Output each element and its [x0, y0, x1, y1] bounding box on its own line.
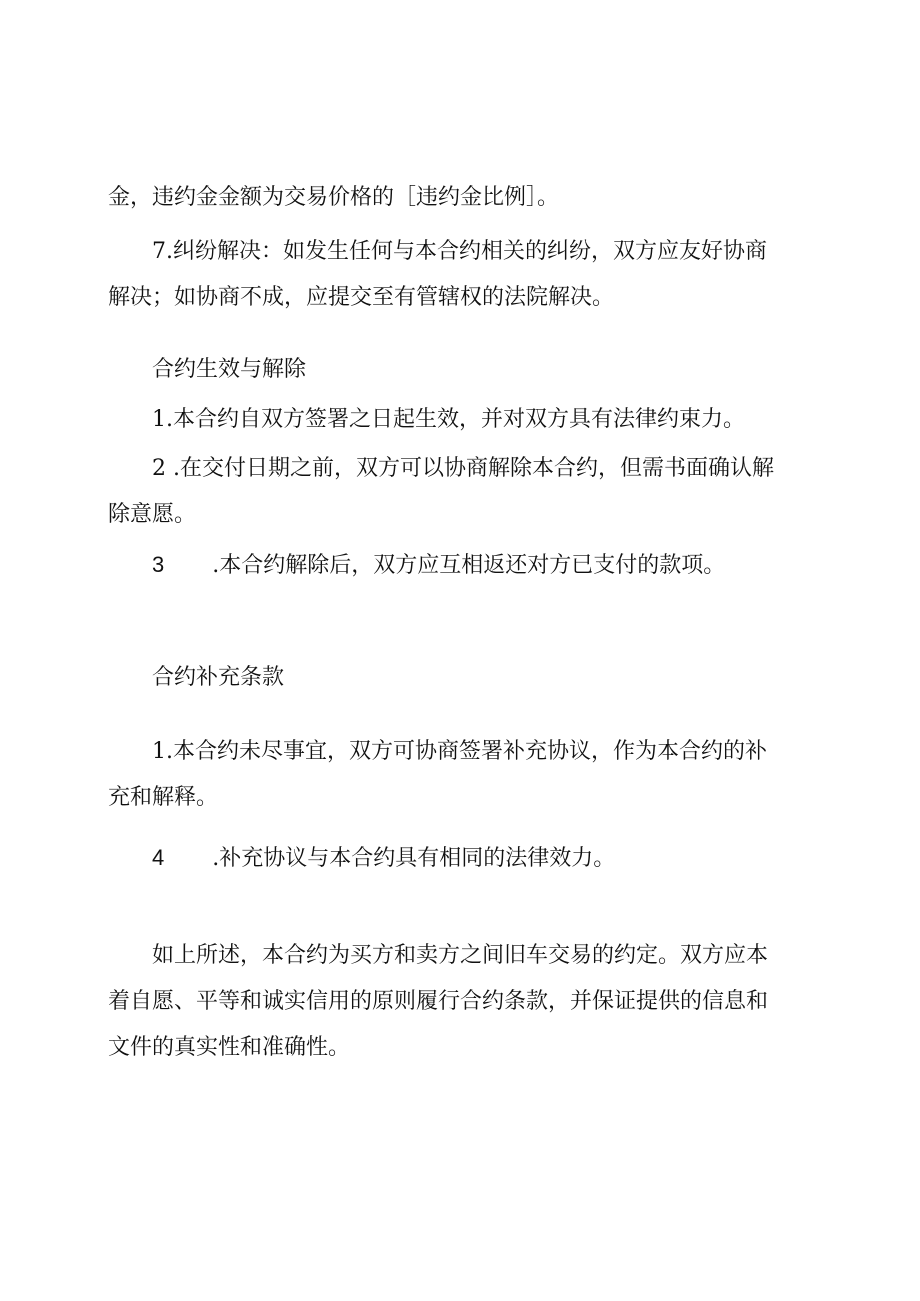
paragraph-line: 7.纠纷解决：如发生任何与本合约相关的纠纷，双方应友好协商	[152, 239, 767, 264]
paragraph-line: 1.本合约未尽事宜，双方可协商签署补充协议，作为本合约的补	[152, 739, 767, 764]
paragraph-line: 着自愿、平等和诚实信用的原则履行合约条款，并保证提供的信息和	[108, 989, 769, 1014]
item-number: 4	[152, 845, 165, 870]
paragraph-line: 文件的真实性和准确性。	[108, 1035, 351, 1060]
paragraph-line: 除意愿。	[108, 502, 197, 527]
paragraph-line: 1.本合约自双方签署之日起生效，并对双方具有法律约束力。	[152, 407, 745, 432]
paragraph-line: 金，违约金金额为交易价格的［违约金比例］。	[108, 185, 560, 210]
item-text: .本合约解除后，双方应互相返还对方已支付的款项。	[212, 553, 726, 578]
item-text: .补充协议与本合约具有相同的法律效力。	[212, 846, 616, 871]
paragraph-line: 2 .在交付日期之前，双方可以协商解除本合约，但需书面确认解	[152, 456, 774, 481]
section-heading: 合约生效与解除	[152, 357, 307, 382]
paragraph-line: 解决；如协商不成，应提交至有管辖权的法院解决。	[108, 285, 615, 310]
paragraph-line	[152, 843, 615, 874]
paragraph-line: 充和解释。	[108, 785, 219, 810]
paragraph-line	[152, 550, 725, 581]
paragraph-line: 如上所述，本合约为买方和卖方之间旧车交易的约定。双方应本	[152, 943, 769, 968]
section-heading: 合约补充条款	[152, 665, 285, 690]
item-number: 3	[152, 552, 165, 577]
